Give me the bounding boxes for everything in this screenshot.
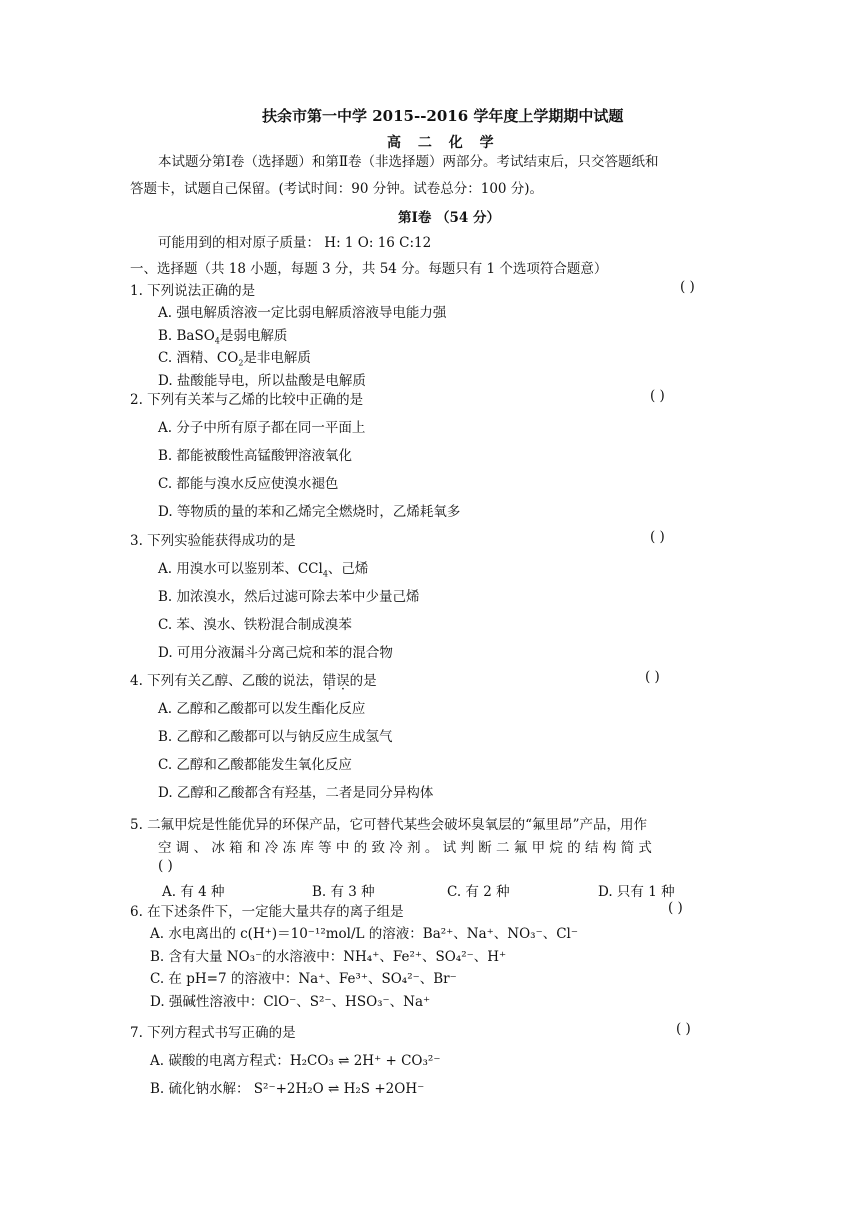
q3-option-a: A. 用溴水可以鉴别苯、CCl$_4$、己烯 bbox=[158, 561, 369, 579]
q3-option-d: D. 可用分液漏斗分离己烷和苯的混合物 bbox=[158, 645, 393, 661]
q6-option-a: A. 水电离出的 c(H⁺)＝10⁻¹²mol/L 的溶液：Ba²⁺、Na⁺、NO₃⁻、Cl⁻ bbox=[150, 926, 578, 942]
q4-stem: 4. 下列有关乙醇、乙酸的说法，错误的是 bbox=[130, 673, 377, 689]
part-one-heading: 第Ⅰ卷 （54 分） bbox=[398, 210, 501, 226]
q2-stem: 2. 下列有关苯与乙烯的比较中正确的是 bbox=[130, 392, 364, 408]
q3-stem: 3. 下列实验能获得成功的是 bbox=[130, 533, 296, 549]
q6-stem: 6. 在下述条件下，一定能大量共存的离子组是 bbox=[130, 904, 404, 920]
section-heading: 一、选择题（共 18 小题，每题 3 分，共 54 分。每题只有 1 个选项符合题意） bbox=[130, 261, 608, 277]
q1-stem: 1. 下列说法正确的是 bbox=[130, 283, 256, 299]
q6-option-c: C. 在 pH=7 的溶液中：Na⁺、Fe³⁺、SO₄²⁻、Br⁻ bbox=[150, 971, 457, 987]
q1-option-b: B. BaSO$_4$是弱电解质 bbox=[158, 328, 288, 346]
q6-answer-paren: ( ) bbox=[668, 900, 683, 916]
q3-option-c: C. 苯、溴水、铁粉混合制成溴苯 bbox=[158, 617, 352, 633]
q7-option-b: B. 硫化钠水解： S²⁻+2H₂O ⇌ H₂S +2OH⁻ bbox=[150, 1081, 425, 1097]
q5-option-a: A. 有 4 种 bbox=[162, 884, 225, 900]
q7-stem: 7. 下列方程式书写正确的是 bbox=[130, 1025, 296, 1041]
q4-option-a: A. 乙醇和乙酸都可以发生酯化反应 bbox=[158, 701, 366, 717]
q1-option-a: A. 强电解质溶液一定比弱电解质溶液导电能力强 bbox=[158, 305, 447, 321]
q6-option-d: D. 强碱性溶液中：ClO⁻、S²⁻、HSO₃⁻、Na⁺ bbox=[150, 994, 431, 1010]
q4-option-c: C. 乙醇和乙酸都能发生氧化反应 bbox=[158, 757, 352, 773]
atomic-mass-line: 可能用到的相对原子质量： H: 1 O: 16 C:12 bbox=[158, 235, 432, 251]
q7-option-a: A. 碳酸的电离方程式：H₂CO₃ ⇌ 2H⁺ + CO₃²⁻ bbox=[150, 1053, 441, 1069]
q4-answer-paren: ( ) bbox=[645, 669, 660, 685]
intro-line-1: 本试题分第Ⅰ卷（选择题）和第Ⅱ卷（非选择题）两部分。考试结束后，只交答题纸和 bbox=[158, 154, 659, 170]
intro-line-2: 答题卡，试题自己保留。(考试时间：90 分钟。试卷总分：100 分)。 bbox=[130, 181, 544, 197]
q4-option-b: B. 乙醇和乙酸都可以与钠反应生成氢气 bbox=[158, 729, 393, 745]
q5-answer-paren: ( ) bbox=[158, 858, 173, 874]
q5-option-d: D. 只有 1 种 bbox=[598, 884, 675, 900]
q2-option-a: A. 分子中所有原子都在同一平面上 bbox=[158, 420, 366, 436]
q2-answer-paren: ( ) bbox=[650, 388, 665, 404]
q6-option-b: B. 含有大量 NO₃⁻的水溶液中：NH₄⁺、Fe²⁺、SO₄²⁻、H⁺ bbox=[150, 949, 507, 965]
q5-option-b: B. 有 3 种 bbox=[312, 884, 375, 900]
q3-option-b: B. 加浓溴水，然后过滤可除去苯中少量己烯 bbox=[158, 589, 420, 605]
q7-answer-paren: ( ) bbox=[676, 1021, 691, 1037]
exam-title: 扶余市第一中学 2015--2016 学年度上学期期中试题 bbox=[262, 107, 624, 125]
q5-line-1: 5. 二氟甲烷是性能优异的环保产品，它可替代某些会破坏臭氧层的“氟里昂”产品，用作 bbox=[130, 817, 647, 833]
q1-option-c: C. 酒精、$CO_2$是非电解质 bbox=[158, 350, 311, 368]
q4-option-d: D. 乙醇和乙酸都含有羟基，二者是同分异构体 bbox=[158, 785, 434, 801]
q5-option-c: C. 有 2 种 bbox=[447, 884, 510, 900]
subject-title: 高 二 化 学 bbox=[387, 135, 500, 151]
q3-answer-paren: ( ) bbox=[650, 529, 665, 545]
q1-answer-paren: ( ) bbox=[680, 279, 695, 295]
q2-option-b: B. 都能被酸性高锰酸钾溶液氧化 bbox=[158, 448, 353, 464]
q1-option-d: D. 盐酸能导电，所以盐酸是电解质 bbox=[158, 373, 366, 389]
q2-option-d: D. 等物质的量的苯和乙烯完全燃烧时，乙烯耗氧多 bbox=[158, 504, 461, 520]
q5-line-2: 空 调 、 冰 箱 和 冷 冻 库 等 中 的 致 冷 剂 。 试 判 断 二 氟 甲 烷 的 结 构 简 式 bbox=[158, 840, 652, 856]
q2-option-c: C. 都能与溴水反应使溴水褪色 bbox=[158, 476, 339, 492]
